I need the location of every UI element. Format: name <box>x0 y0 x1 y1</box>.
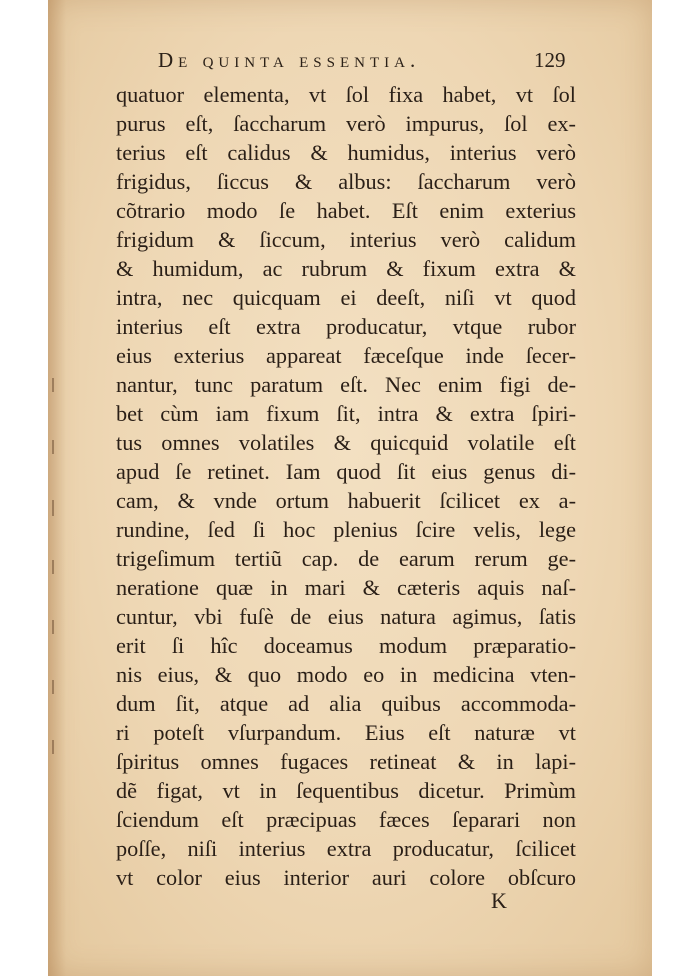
margin-stain-mark <box>52 500 54 516</box>
signature-mark: K <box>491 888 507 913</box>
text-line: apud ſe retinet. Iam quod ſit eius genus di- <box>116 459 576 484</box>
text-line: terius eſt calidus & humidus, interius verò <box>116 140 576 165</box>
text-line: intra, nec quicquam ei deeſt, niſi vt quod <box>116 285 576 310</box>
text-line: quatuor elementa, vt ſol fixa habet, vt ſol <box>116 82 576 107</box>
text-line: eius exterius appareat fæceſque inde ſecer- <box>116 343 576 368</box>
page-header <box>106 48 576 78</box>
text-line: dẽ figat, vt in ſequentibus dicetur. Primùm <box>116 778 576 803</box>
text-line: dum ſit, atque ad alia quibus accommoda- <box>116 691 576 716</box>
text-line: nantur, tunc paratum eſt. Nec enim figi de- <box>116 372 576 397</box>
text-line: vt color eius interior auri colore obſcuro <box>116 865 576 890</box>
text-line: erit ſi hîc doceamus modum præparatio- <box>116 633 576 658</box>
page-number: 129 <box>534 48 566 72</box>
margin-stain-mark <box>52 740 54 754</box>
text-line: & humidum, ac rubrum & fixum extra & <box>116 256 576 281</box>
text-line: purus eſt, ſaccharum verò impurus, ſol ex- <box>116 111 576 136</box>
text-line: neratione quæ in mari & cæteris aquis naſ- <box>116 575 576 600</box>
text-line: cõtrario modo ſe habet. Eſt enim exterius <box>116 198 576 223</box>
text-line: poſſe, niſi interius extra producatur, ſcilicet <box>116 836 576 861</box>
text-line: frigidus, ſiccus & albus: ſaccharum verò <box>116 169 576 194</box>
text-line: rundine, ſed ſi hoc plenius ſcire velis, lege <box>116 517 576 542</box>
body-text <box>116 80 576 892</box>
text-line: frigidum & ſiccum, interius verò calidum <box>116 227 576 252</box>
text-line: cuntur, vbi fuſè de eius natura agimus, ſatis <box>116 604 576 629</box>
margin-stain-mark <box>52 680 54 694</box>
margin-stain-mark <box>52 620 54 634</box>
text-line: interius eſt extra producatur, vtque rubor <box>116 314 576 339</box>
running-title: De quinta essentia. <box>158 48 421 72</box>
text-line: nis eius, & quo modo eo in medicina vten- <box>116 662 576 687</box>
text-line: bet cùm iam fixum ſit, intra & extra ſpiri- <box>116 401 576 426</box>
margin-stain-mark <box>52 378 54 392</box>
text-line: ſpiritus omnes fugaces retineat & in lapi- <box>116 749 576 774</box>
text-line: ri poteſt vſurpandum. Eius eſt naturæ vt <box>116 720 576 745</box>
text-line: tus omnes volatiles & quicquid volatile eſt <box>116 430 576 455</box>
margin-stain-mark <box>52 560 54 574</box>
margin-stain-mark <box>52 440 54 454</box>
text-line: ſciendum eſt præcipuas fæces ſeparari non <box>116 807 576 832</box>
text-line: cam, & vnde ortum habuerit ſcilicet ex a- <box>116 488 576 513</box>
text-line: trigeſimum tertiũ cap. de earum rerum ge- <box>116 546 576 571</box>
